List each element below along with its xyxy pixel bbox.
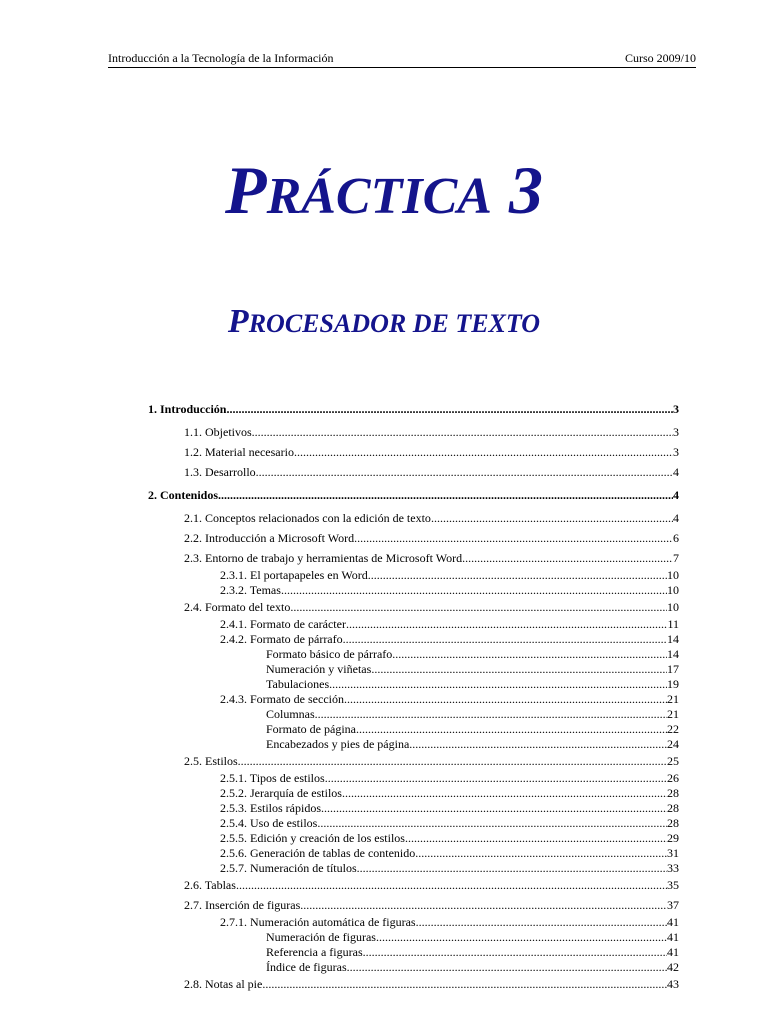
toc-entry-label: 2.7. Inserción de figuras xyxy=(184,898,301,912)
toc-leader-dots xyxy=(356,721,667,737)
toc-entry-label: 1.3. Desarrollo xyxy=(184,465,256,479)
toc-entry-label: 2.5.2. Jerarquía de estilos xyxy=(220,786,342,800)
toc-entry[interactable] xyxy=(220,567,679,583)
toc-leader-dots xyxy=(409,736,667,752)
toc-entry[interactable] xyxy=(266,646,679,662)
toc-entry[interactable] xyxy=(266,959,679,975)
toc-entry[interactable] xyxy=(148,401,679,417)
toc-entry[interactable] xyxy=(184,753,679,769)
toc-entry-page: 28 xyxy=(667,786,679,800)
toc-entry-label: 2.8. Notas al pie xyxy=(184,977,263,991)
toc-leader-dots xyxy=(300,897,667,913)
toc-leader-dots xyxy=(405,830,667,846)
toc-entry-label: 1.2. Material necesario xyxy=(184,445,294,459)
toc-entry-label: 2.4.2. Formato de párrafo xyxy=(220,632,343,646)
toc-entry-page: 10 xyxy=(667,600,679,614)
toc-leader-dots xyxy=(218,487,673,503)
toc-entry[interactable] xyxy=(220,616,679,632)
document-title xyxy=(0,152,768,228)
toc-entry-label: 2.5.7. Numeración de títulos xyxy=(220,861,357,875)
toc-entry-label: Numeración y viñetas xyxy=(266,662,372,676)
toc-entry-page: 41 xyxy=(667,915,679,929)
toc-leader-dots xyxy=(236,877,667,893)
header-course-year: Curso 2009/10 xyxy=(624,51,696,65)
toc-entry-page: 10 xyxy=(667,568,679,582)
toc-entry-label: 2.6. Tablas xyxy=(184,878,236,892)
toc-entry-page: 19 xyxy=(667,677,679,691)
toc-entry[interactable] xyxy=(220,582,679,598)
toc-entry-page: 41 xyxy=(667,945,679,959)
toc-entry-page: 41 xyxy=(667,930,679,944)
toc-entry[interactable] xyxy=(220,845,679,861)
toc-entry-page: 28 xyxy=(667,816,679,830)
toc-entry-page: 17 xyxy=(667,662,679,676)
toc-entry[interactable] xyxy=(184,464,679,480)
toc-leader-dots xyxy=(294,444,673,460)
toc-entry[interactable] xyxy=(266,929,679,945)
toc-entry-page: 31 xyxy=(667,846,679,860)
header-rule xyxy=(108,67,696,68)
toc-entry-page: 37 xyxy=(667,898,679,912)
toc-entry[interactable] xyxy=(220,631,679,647)
toc-leader-dots xyxy=(376,929,667,945)
toc-entry[interactable] xyxy=(220,691,679,707)
toc-entry[interactable] xyxy=(220,785,679,801)
toc-entry-page: 25 xyxy=(667,754,679,768)
toc-entry-page: 14 xyxy=(667,632,679,646)
toc-entry-label: 2.3. Entorno de trabajo y herramientas de Microsoft Word xyxy=(184,551,463,565)
toc-leader-dots xyxy=(416,914,667,930)
toc-leader-dots xyxy=(363,944,667,960)
toc-entry-label: 2.4. Formato del texto xyxy=(184,600,291,614)
toc-entry-label: 2.5.6. Generación de tablas de contenido xyxy=(220,846,416,860)
toc-leader-dots xyxy=(252,424,673,440)
toc-entry-page: 4 xyxy=(673,465,679,479)
toc-entry[interactable] xyxy=(184,510,679,526)
title-rest: RÁCTICA xyxy=(266,168,492,225)
toc-entry[interactable] xyxy=(220,770,679,786)
toc-entry-page: 11 xyxy=(667,617,679,631)
toc-entry-page: 3 xyxy=(673,445,679,459)
toc-entry[interactable] xyxy=(184,599,679,615)
toc-leader-dots xyxy=(357,860,667,876)
toc-entry-page: 3 xyxy=(673,425,679,439)
toc-entry-label: 2.5. Estilos xyxy=(184,754,238,768)
toc-entry-label: Referencia a figuras xyxy=(266,945,363,959)
toc-entry-page: 24 xyxy=(667,737,679,751)
toc-entry[interactable] xyxy=(266,661,679,677)
toc-entry[interactable] xyxy=(184,424,679,440)
title-initial: P xyxy=(225,152,267,228)
toc-entry-page: 43 xyxy=(667,977,679,991)
toc-entry-label: 2.3.2. Temas xyxy=(220,583,281,597)
toc-leader-dots xyxy=(290,599,667,615)
toc-entry-page: 42 xyxy=(667,960,679,974)
toc-entry-label: 1. Introducción xyxy=(148,402,227,416)
toc-entry-page: 21 xyxy=(667,707,679,721)
toc-entry-label: 2.4.1. Formato de carácter xyxy=(220,617,346,631)
toc-entry-label: Encabezados y pies de página xyxy=(266,737,410,751)
toc-entry-page: 33 xyxy=(667,861,679,875)
toc-entry-page: 10 xyxy=(667,583,679,597)
toc-leader-dots xyxy=(321,800,667,816)
toc-leader-dots xyxy=(329,676,667,692)
toc-entry-label: 2.7.1. Numeración automática de figuras xyxy=(220,915,416,929)
toc-entry-label: Numeración de figuras xyxy=(266,930,376,944)
toc-entry-label: 2.3.1. El portapapeles en Word xyxy=(220,568,368,582)
toc-leader-dots xyxy=(415,845,667,861)
toc-leader-dots xyxy=(354,530,673,546)
toc-entry[interactable] xyxy=(148,487,679,503)
toc-leader-dots xyxy=(238,753,667,769)
toc-entry[interactable] xyxy=(266,676,679,692)
toc-leader-dots xyxy=(392,646,667,662)
toc-entry-page: 4 xyxy=(673,488,679,502)
toc-entry[interactable] xyxy=(184,550,679,566)
toc-leader-dots xyxy=(315,706,667,722)
toc-entry-label: 2.5.3. Estilos rápidos xyxy=(220,801,321,815)
toc-leader-dots xyxy=(281,582,667,598)
toc-entry[interactable] xyxy=(266,944,679,960)
toc-entry-page: 3 xyxy=(673,402,679,416)
toc-entry-label: 2.5.1. Tipos de estilos xyxy=(220,771,325,785)
toc-leader-dots xyxy=(343,631,667,647)
toc-entry-label: Formato de página xyxy=(266,722,356,736)
toc-leader-dots xyxy=(262,976,667,992)
toc-entry[interactable] xyxy=(220,914,679,930)
toc-entry-label: 2.5.4. Uso de estilos xyxy=(220,816,318,830)
toc-leader-dots xyxy=(256,464,673,480)
toc-entry[interactable] xyxy=(266,706,679,722)
toc-entry-label: Formato básico de párrafo xyxy=(266,647,393,661)
page-header xyxy=(108,50,696,66)
toc-entry[interactable] xyxy=(184,897,679,913)
toc-entry[interactable] xyxy=(220,815,679,831)
toc-entry[interactable] xyxy=(184,530,679,546)
header-course-name: Introducción a la Tecnología de la Información xyxy=(108,51,334,65)
toc-entry-page: 7 xyxy=(673,551,679,565)
toc-entry-label: Columnas xyxy=(266,707,315,721)
toc-leader-dots xyxy=(346,616,667,632)
toc-entry-page: 26 xyxy=(667,771,679,785)
toc-leader-dots xyxy=(325,770,667,786)
subtitle-initial: P xyxy=(227,303,249,340)
toc-entry-page: 14 xyxy=(667,647,679,661)
toc-leader-dots xyxy=(317,815,667,831)
toc-leader-dots xyxy=(431,510,673,526)
toc-entry-page: 28 xyxy=(667,801,679,815)
toc-entry[interactable] xyxy=(266,721,679,737)
toc-leader-dots xyxy=(347,959,667,975)
toc-leader-dots xyxy=(462,550,673,566)
toc-leader-dots xyxy=(368,567,667,583)
toc-entry[interactable] xyxy=(184,976,679,992)
toc-entry-label: Índice de figuras xyxy=(266,960,347,974)
toc-entry-page: 6 xyxy=(673,531,679,545)
toc-entry[interactable] xyxy=(184,877,679,893)
toc-entry[interactable] xyxy=(220,830,679,846)
toc-leader-dots xyxy=(344,691,667,707)
toc-entry-label: 1.1. Objetivos xyxy=(184,425,252,439)
toc-entry-page: 29 xyxy=(667,831,679,845)
toc-entry-label: 2.5.5. Edición y creación de los estilos xyxy=(220,831,405,845)
toc-entry-page: 21 xyxy=(667,692,679,706)
toc-leader-dots xyxy=(342,785,667,801)
toc-entry-label: Tabulaciones xyxy=(266,677,330,691)
toc-entry[interactable] xyxy=(184,444,679,460)
toc-entry-label: 2. Contenidos xyxy=(148,488,219,502)
toc-entry-page: 22 xyxy=(667,722,679,736)
document-subtitle xyxy=(0,305,768,339)
toc-entry[interactable] xyxy=(220,800,679,816)
toc-entry-label: 2.4.3. Formato de sección xyxy=(220,692,344,706)
toc-entry-page: 4 xyxy=(673,511,679,525)
toc-leader-dots xyxy=(371,661,667,677)
toc-entry-label: 2.2. Introducción a Microsoft Word xyxy=(184,531,355,545)
toc-leader-dots xyxy=(226,401,673,417)
title-number: 3 xyxy=(508,152,543,228)
toc-entry-label: 2.1. Conceptos relacionados con la edición de texto xyxy=(184,511,431,525)
toc-entry[interactable] xyxy=(220,860,679,876)
toc-entry[interactable] xyxy=(266,736,679,752)
subtitle-rest: ROCESADOR DE TEXTO xyxy=(248,309,541,338)
toc-entry-page: 35 xyxy=(667,878,679,892)
